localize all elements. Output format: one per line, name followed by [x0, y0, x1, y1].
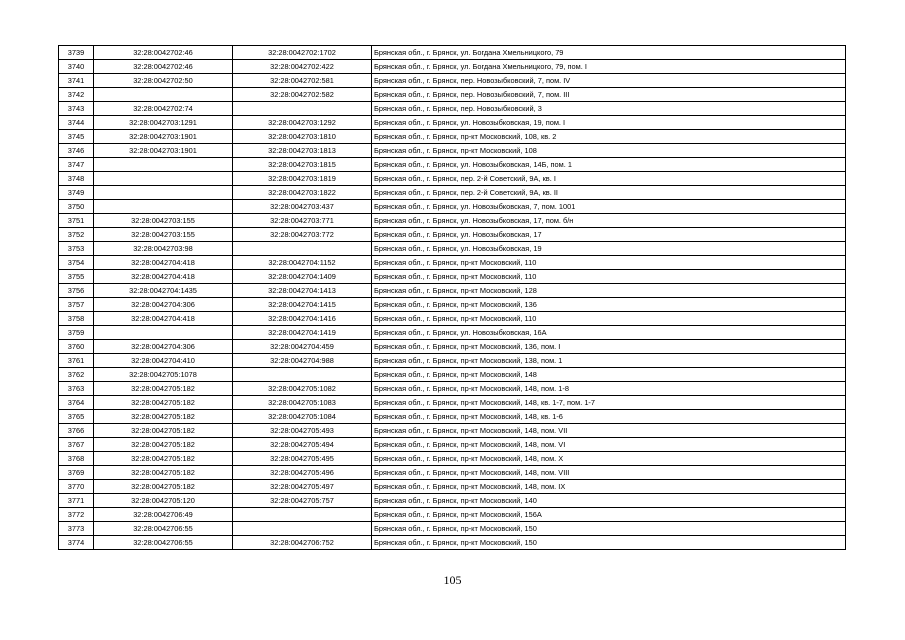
row-number-cell: 3765 [59, 410, 94, 424]
page-number: 105 [443, 573, 462, 587]
table-row [59, 312, 846, 326]
parcel-cadastral-cell [94, 200, 233, 214]
table-row [59, 214, 846, 228]
row-number-cell: 3771 [59, 494, 94, 508]
parcel-cadastral-cell: 32:28:0042703:155 [94, 214, 233, 228]
row-number-cell: 3764 [59, 396, 94, 410]
row-number-cell: 3742 [59, 88, 94, 102]
row-number-cell: 3753 [59, 242, 94, 256]
table-row [59, 172, 846, 186]
parcel-cadastral-cell: 32:28:0042706:49 [94, 508, 233, 522]
address-cell: Брянская обл., г. Брянск, пр-кт Московский, 148 [372, 368, 846, 382]
table-row [59, 480, 846, 494]
table-row [59, 102, 846, 116]
parcel-cadastral-cell: 32:28:0042702:74 [94, 102, 233, 116]
address-cell: Брянская обл., г. Брянск, пр-кт Московский, 110 [372, 256, 846, 270]
object-cadastral-cell: 32:28:0042702:582 [233, 88, 372, 102]
table-row [59, 466, 846, 480]
parcel-cadastral-cell: 32:28:0042706:55 [94, 522, 233, 536]
table-row [59, 340, 846, 354]
row-number-cell: 3761 [59, 354, 94, 368]
object-cadastral-cell: 32:28:0042704:1413 [233, 284, 372, 298]
address-cell: Брянская обл., г. Брянск, ул. Новозыбковская, 19, пом. I [372, 116, 846, 130]
object-cadastral-cell: 32:28:0042704:1409 [233, 270, 372, 284]
address-cell: Брянская обл., г. Брянск, пр-кт Московский, 110 [372, 312, 846, 326]
address-cell: Брянская обл., г. Брянск, ул. Новозыбковская, 7, пом. 1001 [372, 200, 846, 214]
address-cell: Брянская обл., г. Брянск, пр-кт Московский, 148, пом. VI [372, 438, 846, 452]
row-number-cell: 3758 [59, 312, 94, 326]
parcel-cadastral-cell: 32:28:0042704:418 [94, 270, 233, 284]
object-cadastral-cell: 32:28:0042704:1419 [233, 326, 372, 340]
parcel-cadastral-cell: 32:28:0042703:155 [94, 228, 233, 242]
address-cell: Брянская обл., г. Брянск, пр-кт Московский, 138, пом. 1 [372, 354, 846, 368]
table-row [59, 326, 846, 340]
table-row [59, 522, 846, 536]
row-number-cell: 3740 [59, 60, 94, 74]
object-cadastral-cell: 32:28:0042703:1810 [233, 130, 372, 144]
row-number-cell: 3752 [59, 228, 94, 242]
address-cell: Брянская обл., г. Брянск, пер. 2-й Советский, 9А, кв. I [372, 172, 846, 186]
object-cadastral-cell [233, 368, 372, 382]
object-cadastral-cell [233, 508, 372, 522]
address-cell: Брянская обл., г. Брянск, пр-кт Московский, 156А [372, 508, 846, 522]
address-cell: Брянская обл., г. Брянск, ул. Новозыбковская, 14Б, пом. 1 [372, 158, 846, 172]
property-table-body [59, 46, 846, 550]
table-row [59, 424, 846, 438]
row-number-cell: 3770 [59, 480, 94, 494]
table-row [59, 186, 846, 200]
parcel-cadastral-cell [94, 326, 233, 340]
parcel-cadastral-cell [94, 172, 233, 186]
parcel-cadastral-cell: 32:28:0042704:418 [94, 256, 233, 270]
parcel-cadastral-cell [94, 158, 233, 172]
row-number-cell: 3746 [59, 144, 94, 158]
parcel-cadastral-cell: 32:28:0042705:182 [94, 396, 233, 410]
object-cadastral-cell: 32:28:0042704:1415 [233, 298, 372, 312]
row-number-cell: 3757 [59, 298, 94, 312]
parcel-cadastral-cell: 32:28:0042705:182 [94, 480, 233, 494]
object-cadastral-cell: 32:28:0042706:752 [233, 536, 372, 550]
table-row [59, 284, 846, 298]
table-row [59, 200, 846, 214]
row-number-cell: 3763 [59, 382, 94, 396]
object-cadastral-cell: 32:28:0042704:1416 [233, 312, 372, 326]
table-row [59, 88, 846, 102]
row-number-cell: 3749 [59, 186, 94, 200]
table-row [59, 270, 846, 284]
address-cell: Брянская обл., г. Брянск, ул. Новозыбковская, 17 [372, 228, 846, 242]
row-number-cell: 3745 [59, 130, 94, 144]
address-cell: Брянская обл., г. Брянск, пр-кт Московский, 150 [372, 522, 846, 536]
object-cadastral-cell: 32:28:0042705:1083 [233, 396, 372, 410]
object-cadastral-cell: 32:28:0042703:1822 [233, 186, 372, 200]
object-cadastral-cell: 32:28:0042704:459 [233, 340, 372, 354]
object-cadastral-cell [233, 102, 372, 116]
row-number-cell: 3741 [59, 74, 94, 88]
row-number-cell: 3754 [59, 256, 94, 270]
parcel-cadastral-cell: 32:28:0042704:306 [94, 298, 233, 312]
object-cadastral-cell: 32:28:0042703:1292 [233, 116, 372, 130]
object-cadastral-cell: 32:28:0042703:771 [233, 214, 372, 228]
address-cell: Брянская обл., г. Брянск, пр-кт Московский, 148, пом. X [372, 452, 846, 466]
parcel-cadastral-cell: 32:28:0042702:50 [94, 74, 233, 88]
address-cell: Брянская обл., г. Брянск, пр-кт Московский, 136 [372, 298, 846, 312]
row-number-cell: 3739 [59, 46, 94, 60]
object-cadastral-cell: 32:28:0042705:494 [233, 438, 372, 452]
table-row [59, 144, 846, 158]
parcel-cadastral-cell: 32:28:0042705:120 [94, 494, 233, 508]
address-cell: Брянская обл., г. Брянск, пр-кт Московский, 110 [372, 270, 846, 284]
row-number-cell: 3756 [59, 284, 94, 298]
table-row [59, 410, 846, 424]
parcel-cadastral-cell: 32:28:0042703:98 [94, 242, 233, 256]
address-cell: Брянская обл., г. Брянск, пр-кт Московский, 148, пом. VIII [372, 466, 846, 480]
object-cadastral-cell: 32:28:0042705:496 [233, 466, 372, 480]
row-number-cell: 3759 [59, 326, 94, 340]
object-cadastral-cell: 32:28:0042705:757 [233, 494, 372, 508]
address-cell: Брянская обл., г. Брянск, пер. Новозыбковский, 7, пом. IV [372, 74, 846, 88]
address-cell: Брянская обл., г. Брянск, ул. Новозыбковская, 19 [372, 242, 846, 256]
parcel-cadastral-cell: 32:28:0042705:182 [94, 382, 233, 396]
row-number-cell: 3767 [59, 438, 94, 452]
address-cell: Брянская обл., г. Брянск, пр-кт Московский, 148, пом. IX [372, 480, 846, 494]
address-cell: Брянская обл., г. Брянск, пер. Новозыбковский, 7, пом. III [372, 88, 846, 102]
parcel-cadastral-cell: 32:28:0042705:1078 [94, 368, 233, 382]
table-row [59, 74, 846, 88]
parcel-cadastral-cell: 32:28:0042704:1435 [94, 284, 233, 298]
object-cadastral-cell: 32:28:0042705:493 [233, 424, 372, 438]
property-table [58, 45, 846, 550]
row-number-cell: 3772 [59, 508, 94, 522]
address-cell: Брянская обл., г. Брянск, пр-кт Московский, 150 [372, 536, 846, 550]
parcel-cadastral-cell: 32:28:0042705:182 [94, 452, 233, 466]
table-row [59, 242, 846, 256]
address-cell: Брянская обл., г. Брянск, ул. Новозыбковская, 17, пом. б/н [372, 214, 846, 228]
table-row [59, 256, 846, 270]
address-cell: Брянская обл., г. Брянск, пер. Новозыбковский, 3 [372, 102, 846, 116]
parcel-cadastral-cell: 32:28:0042702:46 [94, 46, 233, 60]
table-row [59, 536, 846, 550]
table-row [59, 298, 846, 312]
parcel-cadastral-cell: 32:28:0042705:182 [94, 438, 233, 452]
address-cell: Брянская обл., г. Брянск, ул. Богдана Хмельницкого, 79, пом. I [372, 60, 846, 74]
document-table-container [58, 45, 846, 550]
parcel-cadastral-cell: 32:28:0042705:182 [94, 466, 233, 480]
row-number-cell: 3766 [59, 424, 94, 438]
table-row [59, 452, 846, 466]
parcel-cadastral-cell: 32:28:0042706:55 [94, 536, 233, 550]
row-number-cell: 3750 [59, 200, 94, 214]
address-cell: Брянская обл., г. Брянск, пр-кт Московский, 108 [372, 144, 846, 158]
address-cell: Брянская обл., г. Брянск, пр-кт Московский, 136, пом. I [372, 340, 846, 354]
address-cell: Брянская обл., г. Брянск, ул. Богдана Хмельницкого, 79 [372, 46, 846, 60]
table-row [59, 60, 846, 74]
address-cell: Брянская обл., г. Брянск, пр-кт Московский, 148, кв. 1-6 [372, 410, 846, 424]
row-number-cell: 3755 [59, 270, 94, 284]
table-row [59, 438, 846, 452]
parcel-cadastral-cell [94, 88, 233, 102]
table-row [59, 368, 846, 382]
parcel-cadastral-cell: 32:28:0042705:182 [94, 424, 233, 438]
row-number-cell: 3768 [59, 452, 94, 466]
row-number-cell: 3748 [59, 172, 94, 186]
parcel-cadastral-cell [94, 186, 233, 200]
row-number-cell: 3760 [59, 340, 94, 354]
address-cell: Брянская обл., г. Брянск, пр-кт Московский, 128 [372, 284, 846, 298]
row-number-cell: 3773 [59, 522, 94, 536]
parcel-cadastral-cell: 32:28:0042704:306 [94, 340, 233, 354]
parcel-cadastral-cell: 32:28:0042702:46 [94, 60, 233, 74]
object-cadastral-cell: 32:28:0042705:495 [233, 452, 372, 466]
object-cadastral-cell: 32:28:0042703:1813 [233, 144, 372, 158]
row-number-cell: 3744 [59, 116, 94, 130]
table-row [59, 382, 846, 396]
table-row [59, 494, 846, 508]
object-cadastral-cell: 32:28:0042702:1702 [233, 46, 372, 60]
object-cadastral-cell: 32:28:0042703:437 [233, 200, 372, 214]
parcel-cadastral-cell: 32:28:0042703:1901 [94, 130, 233, 144]
address-cell: Брянская обл., г. Брянск, пер. 2-й Советский, 9А, кв. II [372, 186, 846, 200]
row-number-cell: 3743 [59, 102, 94, 116]
object-cadastral-cell: 32:28:0042702:581 [233, 74, 372, 88]
object-cadastral-cell: 32:28:0042705:1082 [233, 382, 372, 396]
object-cadastral-cell: 32:28:0042703:1819 [233, 172, 372, 186]
row-number-cell: 3774 [59, 536, 94, 550]
parcel-cadastral-cell: 32:28:0042703:1901 [94, 144, 233, 158]
table-row [59, 158, 846, 172]
parcel-cadastral-cell: 32:28:0042705:182 [94, 410, 233, 424]
table-row [59, 508, 846, 522]
parcel-cadastral-cell: 32:28:0042703:1291 [94, 116, 233, 130]
row-number-cell: 3747 [59, 158, 94, 172]
object-cadastral-cell [233, 522, 372, 536]
object-cadastral-cell: 32:28:0042704:988 [233, 354, 372, 368]
row-number-cell: 3769 [59, 466, 94, 480]
object-cadastral-cell: 32:28:0042703:1815 [233, 158, 372, 172]
row-number-cell: 3762 [59, 368, 94, 382]
table-row [59, 228, 846, 242]
address-cell: Брянская обл., г. Брянск, пр-кт Московский, 148, пом. 1-8 [372, 382, 846, 396]
object-cadastral-cell: 32:28:0042703:772 [233, 228, 372, 242]
address-cell: Брянская обл., г. Брянск, пр-кт Московский, 148, кв. 1-7, пом. 1-7 [372, 396, 846, 410]
address-cell: Брянская обл., г. Брянск, пр-кт Московский, 108, кв. 2 [372, 130, 846, 144]
table-row [59, 116, 846, 130]
table-row [59, 396, 846, 410]
address-cell: Брянская обл., г. Брянск, пр-кт Московский, 148, пом. VII [372, 424, 846, 438]
table-row [59, 130, 846, 144]
object-cadastral-cell: 32:28:0042705:1084 [233, 410, 372, 424]
object-cadastral-cell: 32:28:0042702:422 [233, 60, 372, 74]
address-cell: Брянская обл., г. Брянск, ул. Новозыбковская, 16А [372, 326, 846, 340]
table-row [59, 46, 846, 60]
table-row [59, 354, 846, 368]
address-cell: Брянская обл., г. Брянск, пр-кт Московский, 140 [372, 494, 846, 508]
parcel-cadastral-cell: 32:28:0042704:410 [94, 354, 233, 368]
object-cadastral-cell: 32:28:0042705:497 [233, 480, 372, 494]
row-number-cell: 3751 [59, 214, 94, 228]
object-cadastral-cell: 32:28:0042704:1152 [233, 256, 372, 270]
parcel-cadastral-cell: 32:28:0042704:418 [94, 312, 233, 326]
object-cadastral-cell [233, 242, 372, 256]
